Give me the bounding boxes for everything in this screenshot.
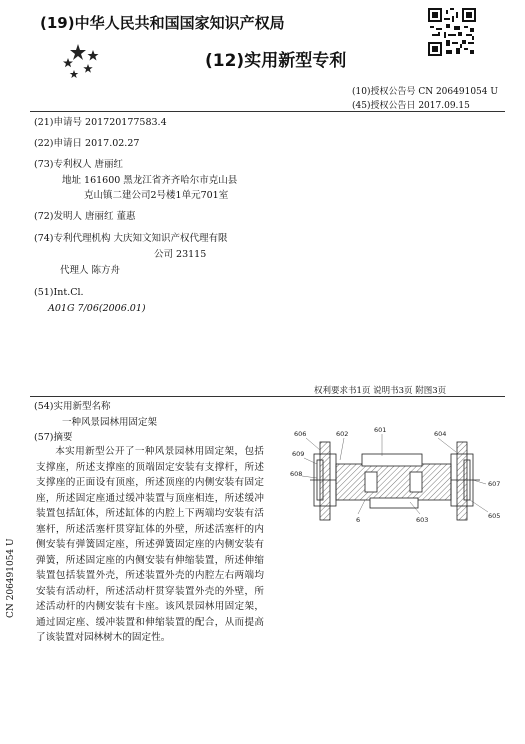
label-6: 6 (356, 516, 361, 524)
central-bar (336, 464, 451, 500)
document-type: (12)实用新型专利 (205, 51, 347, 71)
label-607: 607 (488, 480, 501, 488)
label-601: 601 (374, 426, 387, 434)
top-housing (362, 454, 422, 466)
label-606: 606 (294, 430, 307, 438)
publication-number: (10)授权公告号 CN 206491054 U (352, 87, 498, 97)
patent-drawing (270, 420, 510, 530)
int-cl-value: A01G 7/06(2006.01) (48, 303, 146, 314)
agency-line-2: 公司 23115 (154, 249, 207, 260)
agency-line-1: (74)专利代理机构 大庆知文知识产权代理有限 (34, 233, 228, 244)
abstract-label: (57)摘要 (34, 432, 73, 443)
header-divider (30, 111, 505, 112)
label-604: 604 (434, 430, 447, 438)
page-count-info: 权利要求书1页 说明书3页 附图3页 (314, 386, 447, 396)
int-cl-label: (51)Int.Cl. (34, 287, 84, 298)
application-date: (22)申请日 2017.02.27 (34, 138, 140, 149)
publication-date: (45)授权公告日 2017.09.15 (352, 101, 470, 111)
label-605: 605 (488, 512, 501, 520)
inventors: (72)发明人 唐丽红 董惠 (34, 211, 136, 222)
label-602: 602 (336, 430, 349, 438)
cnipa-logo (60, 40, 120, 80)
section-divider (30, 396, 505, 397)
address-line-1: 地址 161600 黑龙江省齐齐哈尔市克山县 (62, 175, 238, 186)
utility-model-title: 一种风景园林用固定架 (62, 417, 158, 428)
label-609: 609 (292, 450, 305, 458)
patentee: (73)专利权人 唐丽红 (34, 159, 124, 170)
label-608: 608 (290, 470, 303, 478)
application-number: (21)申请号 201720177583.4 (34, 117, 167, 128)
agent: 代理人 陈方舟 (60, 265, 121, 276)
abstract-text: 本实用新型公开了一种风景园林用固定架，包括支撑座，所述支撑座的顶端固定安装有支撑杆，所述支撑座的正面设有顶座，所述顶座的内侧安装有固定座，所述固定座通过缓冲装置与顶座相连，所述缓冲装置包括缸体，所述缸体的内腔上下两端均安装有活塞杆，所述活塞杆贯穿缸体的外壁，所述活塞杆的内侧安装有弹簧固定座，所述弹簧固定座的内侧安装有弹簧，所述固定座的内侧安装有伸缩装置，所述伸缩装置包括装置外壳，所述装置外壳的内腔左右两端均安装有活动杆，所述活动杆贯穿装置外壳的外壁，所述活动杆的内侧安装有卡座。该风景园林用固定架，通过固定座、缓冲装置和伸缩装置的配合，从而提高了该装置对园林树木的固定性。 (36, 446, 264, 643)
abstract (36, 444, 264, 646)
qr-code (428, 8, 476, 56)
label-603: 603 (416, 516, 429, 524)
address-line-2: 克山镇二建公司2号楼1单元701室 (84, 190, 229, 201)
side-publication-number: CN 206491054 U (6, 538, 16, 618)
title-label: (54)实用新型名称 (34, 401, 111, 412)
office-name: (19)中华人民共和国国家知识产权局 (40, 14, 285, 32)
